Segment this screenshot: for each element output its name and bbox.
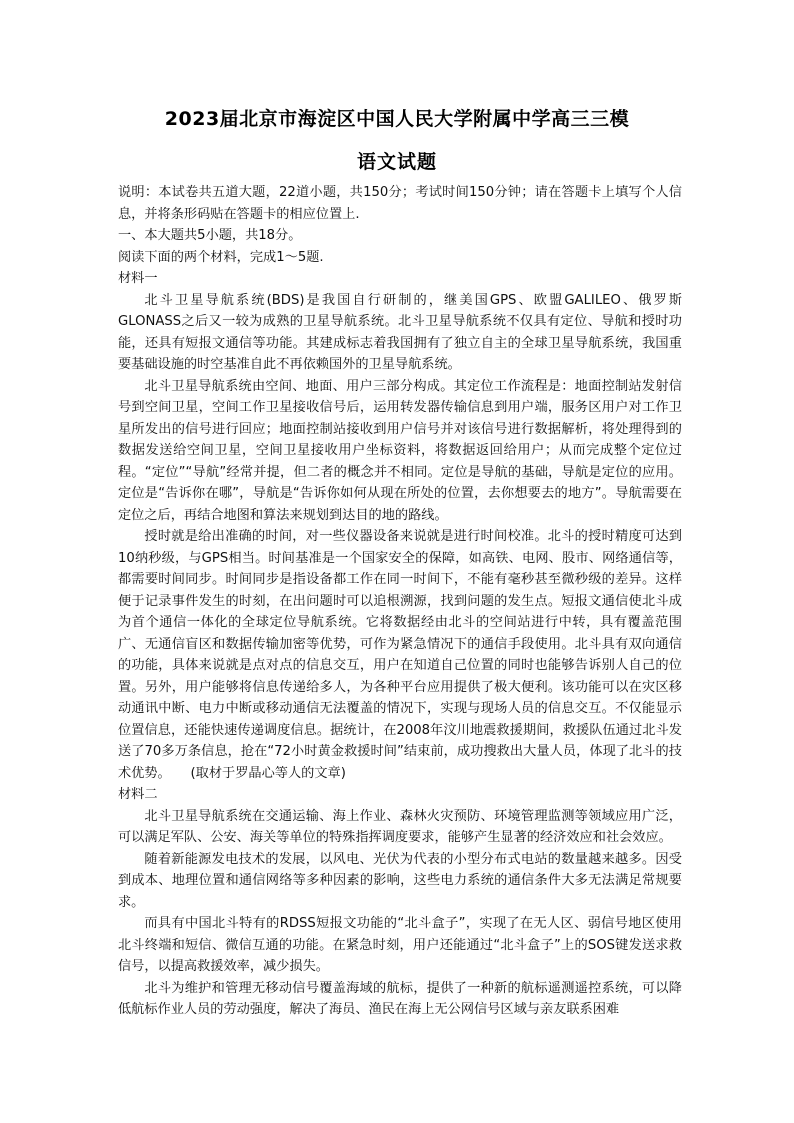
material-one-paragraph: 授时就是给出准确的时间，对一些仪器设备来说就是进行时间校准。北斗的授时精度可达到10纳秒级，与GPS相当。时间基准是一个国家安全的保障，如高铁、电网、股市、网络通信等，都需要时间同步。时间同步是指设备都工作在同一时间下，不能有毫秒甚至微秒级的差异。这样便于记录事件发生的时刻，在出问题时可以追根溯源，找到问题的发生点。短报文通信使北斗成为首个通信一体化的全球定位导航系统。它将数据经由北斗的空间站进行中转，具有覆盖范围广、无通信盲区和数据传输加密等优势，可作为紧急情况下的通信手段使用。北斗具有双向通信的功能，具体来说就是点对点的信息交互，用户在知道自己位置的同时也能够告诉别人自己的位置。另外，用户能够将信息传递给多人，为各种平台应用提供了极大便利。该功能可以在灾区移动通讯中断、电力中断或移动通信无法覆盖的情况下，实现与现场人员的信息交互。不仅能显示位置信息，还能快速传递调度信息。据统计，在2008年汶川地震救援期间，救援队伍通过北斗发送了70多万条信息，抢在“72小时黄金救援时间”结束前，成功搜救出大量人员，体现了北斗的技术优势。 (取材于罗晶心等人的文章) xyxy=(118,529,682,781)
section-heading: 一、本大题共5小题，共18分。 xyxy=(118,228,302,243)
material-two-paragraph: 随着新能源发电技术的发展，以风电、光伏为代表的小型分布式电站的数量越来越多。因受到成本、地理位置和通信网络等多种因素的影响，这些电力系统的通信条件大多无法满足常规要求。 xyxy=(118,851,682,910)
exam-instructions: 说明：本试卷共五道大题，22道小题，共150分；考试时间150分钟；请在答题卡上填写个人信息，并将条形码贴在答题卡的相应位置上. xyxy=(118,185,682,222)
material-two-paragraph: 北斗为维护和管理无移动信号覆盖海域的航标，提供了一种新的航标遥测遥控系统，可以降低航标作业人员的劳动强度，解决了海员、渔民在海上无公网信号区域与亲友联系困难 xyxy=(118,980,682,1017)
material-two-paragraph: 北斗卫星导航系统在交通运输、海上作业、森林火灾预防、环境管理监测等领域应用广泛，可以满足军队、公安、海关等单位的特殊指挥调度要求，能够产生显著的经济效应和社会效应。 xyxy=(118,808,682,845)
material-one-label: 材料一 xyxy=(118,271,158,286)
material-one-paragraph: 北斗卫星导航系统由空间、地面、用户三部分构成。其定位工作流程是：地面控制站发射信号到空间卫星，空间工作卫星接收信号后，运用转发器传输信息到用户端，服务区用户对工作卫星所发出的信号进行回应；地面控制站接收到用户信号并对该信号进行数据解析，将处理得到的数据发送给空间卫星，空间卫星接收用户坐标资料，将数据返回给用户；从而完成整个定位过程。“定位”“导航”经常并提，但二者的概念并不相同。定位是导航的基础，导航是定位的应用。定位是“告诉你在哪”，导航是“告诉你如何从现在所处的位置，去你想要去的地方”。导航需要在定位之后，再结合地图和算法来规划到达目的地的路线。 xyxy=(118,378,682,523)
material-two-label: 材料二 xyxy=(118,787,158,802)
material-one-paragraph: 北斗卫星导航系统(BDS)是我国自行研制的，继美国GPS、欧盟GALILEO、俄罗斯GLONASS之后又一较为成熟的卫星导航系统。北斗卫星导航系统不仅具有定位、导航和授时功能，还具有短报文通信等功能。其建成标志着我国拥有了独立自主的全球卫星导航系统，我国重要基础设施的时空基准自此不再依赖国外的卫星导航系统。 xyxy=(118,292,682,372)
reading-directions: 阅读下面的两个材料，完成1～5题. xyxy=(118,249,324,265)
exam-title: 2023届北京市海淀区中国人民大学附属中学高三三模 xyxy=(164,108,630,130)
material-two-paragraph: 而具有中国北斗特有的RDSS短报文功能的“北斗盒子”，实现了在无人区、弱信号地区使用北斗终端和短信、微信互通的功能。在紧急时刻，用户还能通过“北斗盒子”上的SOS键发送求救信号，以提高救援效率，减少损失。 xyxy=(118,916,682,974)
exam-body xyxy=(118,182,682,1021)
exam-subtitle: 语文试题 xyxy=(356,151,437,173)
